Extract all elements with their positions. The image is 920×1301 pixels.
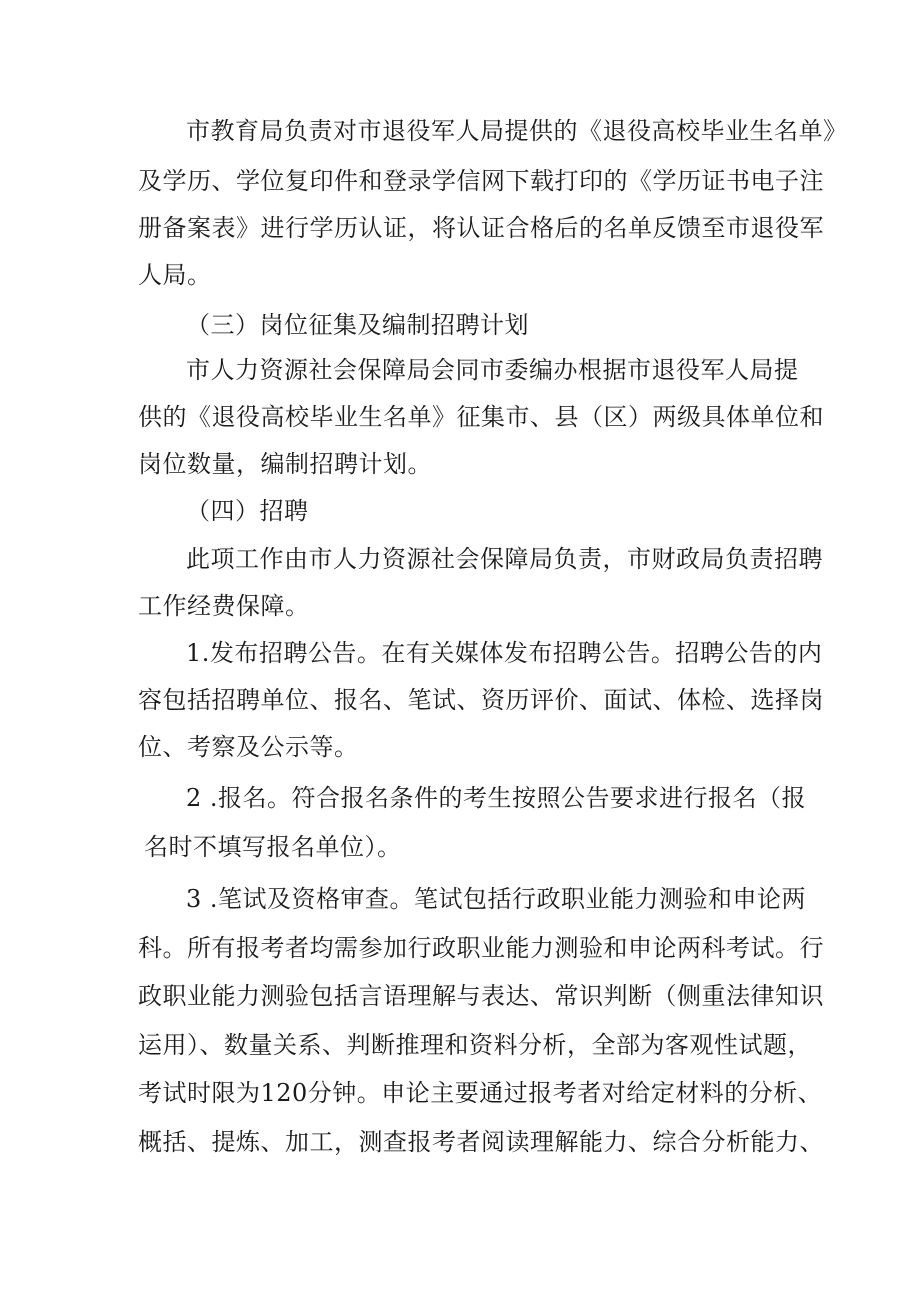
paragraph-2-line-2: 供的《退役高校毕业生名单》征集市、县（区）两级具体单位和: [138, 403, 824, 431]
paragraph-5-line-1: 2 .报名。符合报名条件的考生按照公告要求进行报名（报: [186, 784, 807, 812]
paragraph-6-line-5: 考试时限为120分钟。申论主要通过报考者对给定材料的分析、: [138, 1079, 823, 1107]
paragraph-1-line-1: 市教育局负责对市退役军人局提供的《退役高校毕业生名单》: [186, 117, 848, 145]
paragraph-2-line-1: 市人力资源社会保障局会同市委编办根据市退役军人局提: [186, 356, 799, 384]
paragraph-2-line-3: 岗位数量，编制招聘计划。: [138, 450, 432, 478]
paragraph-4-line-3: 位、考察及公示等。: [138, 733, 359, 761]
section-heading-4: （四）招聘: [186, 497, 309, 525]
paragraph-6-line-3: 政职业能力测验包括言语理解与表达、常识判断（侧重法律知识: [138, 982, 824, 1010]
paragraph-6-line-6: 概括、提炼、加工，测查报考者阅读理解能力、综合分析能力、: [138, 1128, 824, 1156]
paragraph-3-line-1: 此项工作由市人力资源社会保障局负责，市财政局负责招聘: [186, 545, 823, 573]
paragraph-5-line-2: 名时不填写报名单位）。: [144, 833, 402, 861]
paragraph-6-line-2: 科。所有报考者均需参加行政职业能力测验和申论两科考试。行: [138, 934, 824, 962]
paragraph-1-line-4: 人局。: [138, 261, 212, 289]
paragraph-6-line-4: 运用）、数量关系、判断推理和资料分析，全部为客观性试题，: [138, 1031, 812, 1059]
paragraph-1-line-3: 册备案表》进行学历认证，将认证合格后的名单反馈至市退役军: [138, 214, 824, 242]
paragraph-3-line-2: 工作经费保障。: [138, 592, 310, 620]
paragraph-1-line-2: 及学历、学位复印件和登录学信网下载打印的《学历证书电子注: [138, 167, 824, 195]
paragraph-4-line-2: 容包括招聘单位、报名、笔试、资历评价、面试、体检、选择岗: [138, 686, 824, 714]
paragraph-6-line-1: 3 .笔试及资格审查。笔试包括行政职业能力测验和申论两: [186, 885, 807, 913]
section-heading-3: （三）岗位征集及编制招聘计划: [186, 311, 529, 339]
paragraph-4-line-1: 1.发布招聘公告。在有关媒体发布招聘公告。招聘公告的内: [186, 639, 823, 667]
